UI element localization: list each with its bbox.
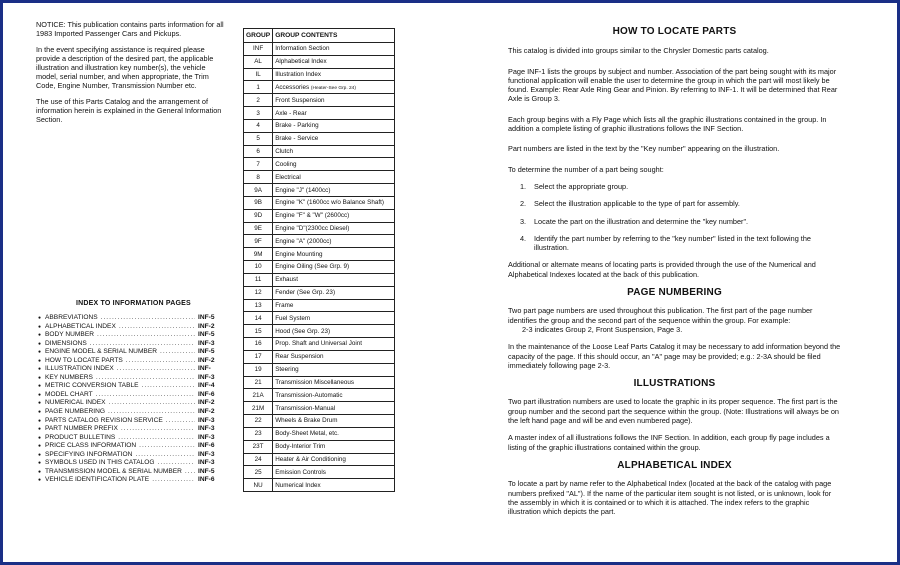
locate-intro: This catalog is divided into groups similar to the Chrysler Domestic parts catalog. — [508, 46, 769, 56]
group-code: 3 — [244, 107, 273, 120]
group-contents-text: Body-Sheet Metal, etc. — [275, 430, 339, 438]
index-item-page: INF-5 — [198, 314, 215, 321]
index-item — [38, 323, 218, 332]
step-text: Identify the part number by referring to the "key number" listed in the text following the illustration. — [534, 233, 811, 253]
index-item — [38, 357, 218, 366]
step-text: Locate the part on the illustration and determine the "key number". — [534, 216, 749, 226]
index-item — [38, 382, 218, 391]
group-contents — [273, 273, 395, 286]
group-row — [244, 261, 395, 274]
group-row — [244, 338, 395, 351]
index-item-label: HOW TO LOCATE PARTS — [45, 356, 123, 364]
assistance-paragraph: In the event specifying assistance is required please provide a description of the desired part, the applicable illustration and illustration key number(s), the vehicle model, serial number, and when appropriate, the Trim Code, Engine Number, Transmission Number etc. — [36, 45, 214, 90]
group-code: 9D — [244, 209, 273, 222]
group-contents — [273, 402, 395, 415]
page-numbering-maintenance: In the maintenance of the Loose Leaf Parts Catalog it may be necessary to add information beyond the capacity of the page. If this should occur, an "A" page may be provided; e.g.: 2-3A should be filed immediately following page 2-3. — [508, 342, 841, 370]
index-item-page: INF-2 — [198, 408, 215, 416]
locate-association: Page INF-1 lists the groups by subject and number. Association of the part being sought with its major functional application will enable the user to determine the group in which the part will most likely be found. Example: Rear Axle Ring Gear and Pinion. By referring to INF-1. It will be determined that Rear Axle is Group 3. — [508, 66, 838, 104]
index-item-page: INF-2 — [198, 356, 215, 364]
index-item-label: ALPHABETICAL INDEX — [45, 322, 116, 330]
locate-steps — [508, 182, 841, 252]
group-contents-text: Transmission Miscellaneous — [275, 378, 355, 386]
locate-alternate: Additional or alternate means of locating parts is provided through the use of the Numerical and Alphabetical Indexes located at the back of this publication. — [508, 260, 816, 279]
group-contents — [273, 43, 395, 56]
index-item-label: ABBREVIATIONS — [45, 314, 98, 321]
group-contents-text: Brake - Service — [275, 135, 319, 143]
bullet-icon: ● — [38, 340, 42, 347]
group-code: 10 — [244, 261, 273, 274]
leader-dots — [160, 348, 195, 357]
group-contents-text: Prop. Shaft and Universal Joint — [275, 340, 362, 348]
group-code: 1 — [244, 81, 273, 94]
group-contents-text: Fender (See Grp. 23) — [275, 289, 336, 297]
group-contents — [273, 81, 395, 94]
index-item — [38, 399, 218, 408]
group-code: NU — [244, 479, 273, 492]
leader-dots — [142, 382, 195, 391]
index-item-label: SYMBOLS USED IN THIS CATALOG — [45, 459, 155, 467]
group-contents — [273, 145, 395, 158]
group-row — [244, 81, 395, 94]
group-contents — [273, 312, 395, 325]
group-column-header: GROUP — [244, 29, 273, 43]
group-code: 15 — [244, 325, 273, 338]
index-item-page: INF-3 — [198, 416, 215, 424]
group-row — [244, 145, 395, 158]
index-item-page: INF-5 — [198, 331, 215, 339]
group-contents-text: Numerical Index — [275, 481, 321, 489]
leader-dots — [118, 434, 195, 443]
group-row — [244, 286, 395, 299]
group-row — [244, 68, 395, 81]
group-contents-text: Engine "D"(2300cc Diesel) — [275, 225, 350, 232]
group-code: 12 — [244, 286, 273, 299]
bullet-icon: ● — [38, 332, 42, 339]
bullet-icon: ● — [38, 383, 42, 390]
group-contents-text: Fuel System — [275, 314, 311, 322]
index-item — [38, 442, 218, 451]
group-code: 6 — [244, 145, 273, 158]
locate-step — [508, 199, 841, 208]
index-item-label: SPECIFYING INFORMATION — [45, 450, 133, 458]
locate-step — [508, 217, 841, 226]
group-contents — [273, 158, 395, 171]
index-item-page: INF-3 — [198, 459, 215, 467]
group-row — [244, 363, 395, 376]
index-item — [38, 425, 218, 434]
group-code: 9A — [244, 184, 273, 197]
step-number: 3. — [520, 216, 527, 226]
group-code: 4 — [244, 119, 273, 132]
index-item-label: VEHICLE IDENTIFICATION PLATE — [45, 476, 150, 484]
group-contents-text: Front Suspension — [275, 96, 325, 104]
leader-dots — [117, 365, 195, 374]
index-item-label: NUMERICAL INDEX — [45, 399, 106, 407]
group-contents — [273, 479, 395, 492]
index-item-page: INF-3 — [198, 450, 215, 458]
group-code: INF — [244, 43, 273, 56]
group-contents — [273, 286, 395, 299]
index-item — [38, 391, 218, 400]
group-row — [244, 171, 395, 184]
group-code: 14 — [244, 312, 273, 325]
index-item-page: INF-4 — [198, 382, 215, 390]
page-numbering-example: 2-3 indicates Group 2, Front Suspension, Page 3. — [522, 324, 683, 334]
group-code: 9B — [244, 196, 273, 209]
index-item-page: INF-3 — [198, 339, 215, 347]
group-contents — [273, 196, 395, 209]
leader-dots — [119, 323, 195, 332]
index-item — [38, 348, 218, 357]
group-contents-text: Hood (See Grp. 23) — [275, 327, 331, 335]
bullet-icon: ● — [38, 417, 42, 424]
notice-column — [36, 20, 224, 131]
index-item — [38, 459, 218, 468]
group-code: 19 — [244, 363, 273, 376]
leader-dots — [126, 357, 195, 366]
group-contents — [273, 248, 395, 261]
group-contents-text: Engine Oiling (See Grp. 9) — [275, 263, 350, 271]
group-code: 5 — [244, 132, 273, 145]
index-item-page: INF-3 — [198, 433, 215, 441]
locate-fly-page: Each group begins with a Fly Page which lists all the graphic illustrations contained in the group. In addition a complete listing of graphic illustrations follows the INF Section. — [508, 114, 827, 134]
group-row — [244, 196, 395, 209]
alphabetical-heading: ALPHABETICAL INDEX — [617, 459, 732, 471]
group-contents-text: Heater & Air Conditioning — [275, 455, 346, 463]
group-row — [244, 299, 395, 312]
group-code: 17 — [244, 350, 273, 363]
group-row — [244, 376, 395, 389]
group-row — [244, 402, 395, 415]
group-code: 2 — [244, 94, 273, 107]
group-contents — [273, 184, 395, 197]
index-item-label: BODY NUMBER — [45, 331, 94, 339]
group-code: 24 — [244, 453, 273, 466]
group-contents-text: Engine "F" & "W" (2600cc) — [275, 212, 350, 220]
group-table-header — [244, 29, 395, 43]
step-number: 4. — [520, 233, 527, 243]
group-contents-text: Accessories — [275, 83, 311, 91]
group-code: 22 — [244, 415, 273, 428]
group-contents-text: Illustration Index — [275, 71, 322, 79]
bullet-icon: ● — [38, 409, 42, 416]
leader-dots — [96, 374, 195, 383]
index-item-page: INF-6 — [198, 476, 215, 484]
index-item — [38, 365, 218, 374]
step-text: Select the illustration applicable to the type of part for assembly. — [534, 199, 740, 209]
bullet-icon: ● — [38, 315, 42, 321]
group-contents — [273, 440, 395, 453]
group-row — [244, 415, 395, 428]
index-item-page: INF-6 — [198, 390, 215, 398]
group-code: 11 — [244, 273, 273, 286]
index-item-page: INF-3 — [198, 373, 215, 381]
group-contents-text: Emission Controls — [275, 468, 326, 476]
group-contents-text: Information Section — [275, 45, 330, 53]
group-contents — [273, 235, 395, 248]
group-row — [244, 43, 395, 56]
group-contents-text: Steering — [275, 366, 299, 374]
group-row — [244, 248, 395, 261]
index-item-label: PART NUMBER PREFIX — [45, 425, 118, 433]
index-item-label: ILLUSTRATION INDEX — [45, 365, 114, 373]
group-contents — [273, 299, 395, 312]
index-item — [38, 468, 218, 477]
index-item-page: INF-2 — [198, 322, 215, 330]
bullet-icon: ● — [38, 477, 42, 484]
leader-dots — [121, 425, 195, 434]
group-code: 9E — [244, 222, 273, 235]
leader-dots — [166, 417, 195, 426]
group-code: 7 — [244, 158, 273, 171]
index-item — [38, 476, 218, 485]
illustrations-heading: ILLUSTRATIONS — [633, 378, 716, 390]
group-contents — [273, 325, 395, 338]
group-contents-text: Clutch — [275, 148, 294, 156]
leader-dots — [97, 331, 195, 340]
bullet-icon: ● — [38, 434, 42, 441]
group-code: 8 — [244, 171, 273, 184]
bullet-icon: ● — [38, 400, 42, 407]
illustrations-text: Two part illustration numbers are used to locate the graphic in its proper sequence. The first part is the group number and the second part the sequence within the group. (Note: Illustrations will always be on the left hand page and will be and even numbered page). — [508, 397, 839, 426]
group-row — [244, 350, 395, 363]
group-contents — [273, 415, 395, 428]
leader-dots — [139, 442, 195, 451]
group-contents — [273, 55, 395, 68]
leader-dots — [101, 314, 195, 323]
group-contents — [273, 94, 395, 107]
index-item-label: PAGE NUMBERING — [45, 408, 105, 416]
bullet-icon: ● — [38, 323, 42, 330]
index-item-label: PRODUCT BULLETINS — [45, 433, 116, 441]
group-row — [244, 273, 395, 286]
group-contents-text: Brake - Parking — [275, 122, 319, 130]
group-contents — [273, 350, 395, 363]
group-code: 23 — [244, 427, 273, 440]
group-contents — [273, 338, 395, 351]
index-item-label: PARTS CATALOG REVISION SERVICE — [45, 416, 163, 424]
bullet-icon: ● — [38, 451, 42, 458]
group-code: 21A — [244, 389, 273, 402]
index-item-label: MODEL CHART — [45, 390, 93, 398]
index-item-page: INF-5 — [198, 348, 215, 356]
group-contents — [273, 427, 395, 440]
group-contents-text: Rear Suspension — [275, 353, 324, 361]
group-contents — [273, 389, 395, 402]
index-item — [38, 314, 218, 323]
group-row — [244, 94, 395, 107]
group-contents-text: Wheels & Brake Drum — [275, 417, 338, 425]
group-code: 25 — [244, 466, 273, 479]
group-row — [244, 389, 395, 402]
group-contents — [273, 453, 395, 466]
index-item-page: INF-3 — [198, 425, 215, 433]
group-row — [244, 132, 395, 145]
group-row — [244, 479, 395, 492]
group-row — [244, 235, 395, 248]
step-number: 2. — [520, 199, 527, 209]
group-row — [244, 55, 395, 68]
index-title: INDEX TO INFORMATION PAGES — [76, 300, 191, 307]
group-row — [244, 209, 395, 222]
group-row — [244, 427, 395, 440]
group-contents — [273, 261, 395, 274]
group-contents — [273, 171, 395, 184]
group-contents-text: Electrical — [275, 173, 301, 181]
index-item-page: INF-6 — [198, 442, 215, 450]
leader-dots — [96, 391, 195, 400]
group-contents-text: Transmission-Manual — [275, 404, 336, 412]
group-contents-text: Frame — [275, 301, 294, 309]
step-number: 1. — [520, 181, 527, 191]
index-item — [38, 434, 218, 443]
group-row — [244, 107, 395, 120]
group-contents-text: Engine "A" (2000cc) — [275, 237, 332, 245]
group-row — [244, 440, 395, 453]
group-row — [244, 222, 395, 235]
index-item-label: KEY NUMBERS — [45, 373, 93, 381]
group-row — [244, 453, 395, 466]
group-code: IL — [244, 68, 273, 81]
index-item-page: INF-2 — [198, 399, 215, 407]
group-contents — [273, 209, 395, 222]
index-item-label: DIMENSIONS — [45, 339, 87, 347]
group-contents — [273, 363, 395, 376]
group-contents — [273, 68, 395, 81]
index-item-page: INF- — [198, 365, 211, 373]
group-contents-text: Axle - Rear — [275, 109, 307, 117]
index-item — [38, 374, 218, 383]
index-list — [38, 314, 218, 485]
alphabetical-text: To locate a part by name refer to the Alphabetical Index (located at the back of the catalog with page numbers prefixed "AL"). If the name of the particular item sought is not listed, or is unknown, look for the assembly in which it is contained or to which it is attached. The index refers to the graphic illustration which depicts the part. — [508, 479, 832, 517]
group-code: 21M — [244, 402, 273, 415]
leader-dots — [185, 468, 195, 477]
locate-determine: To determine the number of a part being sought: — [508, 164, 664, 174]
locate-step — [508, 182, 841, 191]
notice-paragraph: NOTICE: This publication contains parts information for all 1983 Imported Passenger Cars and Pickups. — [36, 20, 224, 38]
group-row — [244, 119, 395, 132]
index-item-label: PRICE CLASS INFORMATION — [45, 442, 137, 450]
group-contents-text: Body-Interior Trim — [275, 443, 326, 451]
group-code: 21 — [244, 376, 273, 389]
group-row — [244, 312, 395, 325]
group-code: 9F — [244, 235, 273, 248]
group-code: 9M — [244, 248, 273, 261]
index-item-label: ENGINE MODEL & SERIAL NUMBER — [45, 348, 157, 356]
bullet-icon: ● — [38, 391, 42, 398]
group-contents — [273, 107, 395, 120]
index-item-page: INF-5 — [198, 467, 215, 475]
contents-column-header: GROUP CONTENTS — [273, 29, 395, 43]
group-row — [244, 158, 395, 171]
bullet-icon: ● — [38, 349, 42, 356]
group-contents-note: (Heater-See Grp. 24) — [310, 85, 356, 91]
bullet-icon: ● — [38, 374, 42, 381]
index-item — [38, 331, 218, 340]
bullet-icon: ● — [38, 460, 42, 467]
group-contents — [273, 376, 395, 389]
locate-step — [508, 234, 841, 253]
index-item-label: TRANSMISSION MODEL & SERIAL NUMBER — [45, 467, 182, 475]
bullet-icon: ● — [38, 443, 42, 450]
group-code: 13 — [244, 299, 273, 312]
index-item — [38, 417, 218, 426]
group-row — [244, 184, 395, 197]
leader-dots — [135, 451, 195, 460]
group-row — [244, 466, 395, 479]
step-text: Select the appropriate group. — [534, 181, 629, 191]
group-contents-text: Alphabetical Index — [275, 58, 327, 66]
index-item-label: METRIC CONVERSION TABLE — [45, 382, 139, 390]
group-contents-text: Transmission-Automatic — [275, 391, 343, 399]
bullet-icon: ● — [38, 468, 42, 475]
locate-key-number: Part numbers are listed in the text by the "Key number" appearing on the illustration. — [508, 144, 780, 154]
group-code: 16 — [244, 338, 273, 351]
group-code: AL — [244, 55, 273, 68]
usage-paragraph: The use of this Parts Catalog and the arrangement of information herein is explained in the General Information Section. — [36, 97, 222, 124]
leader-dots — [90, 340, 195, 349]
instructions-column — [508, 27, 841, 516]
leader-dots — [158, 459, 195, 468]
bullet-icon: ● — [38, 426, 42, 433]
group-table — [243, 28, 395, 492]
bullet-icon: ● — [38, 366, 42, 373]
illustrations-master-index: A master index of all illustrations follows the INF Section. In addition, each group fly page includes a listing of the graphic illustrations contained within the group. — [508, 433, 830, 452]
group-code: 23T — [244, 440, 273, 453]
index-item — [38, 340, 218, 349]
leader-dots — [108, 408, 195, 417]
group-contents — [273, 119, 395, 132]
group-contents — [273, 132, 395, 145]
bullet-icon: ● — [38, 357, 42, 364]
group-contents-text: Cooling — [275, 160, 297, 168]
group-contents — [273, 466, 395, 479]
page-numbering-heading: PAGE NUMBERING — [627, 287, 722, 299]
leader-dots — [152, 476, 195, 485]
group-row — [244, 325, 395, 338]
locate-heading: HOW TO LOCATE PARTS — [612, 26, 737, 37]
index-item — [38, 451, 218, 460]
group-contents-text: Engine "J" (1400cc) — [275, 186, 331, 194]
group-contents-text: Exhaust — [275, 276, 298, 284]
index-item — [38, 408, 218, 417]
page-numbering-text: Two part page numbers are used throughout this publication. The first part of the page number identifies the group and the second part of the sequence within the group. For example: — [508, 306, 813, 325]
group-contents-text: Engine "K" (1600cc w/o Balance Shaft) — [275, 199, 384, 207]
group-contents-text: Engine Mounting — [275, 250, 323, 258]
group-contents — [273, 222, 395, 235]
leader-dots — [109, 399, 195, 408]
